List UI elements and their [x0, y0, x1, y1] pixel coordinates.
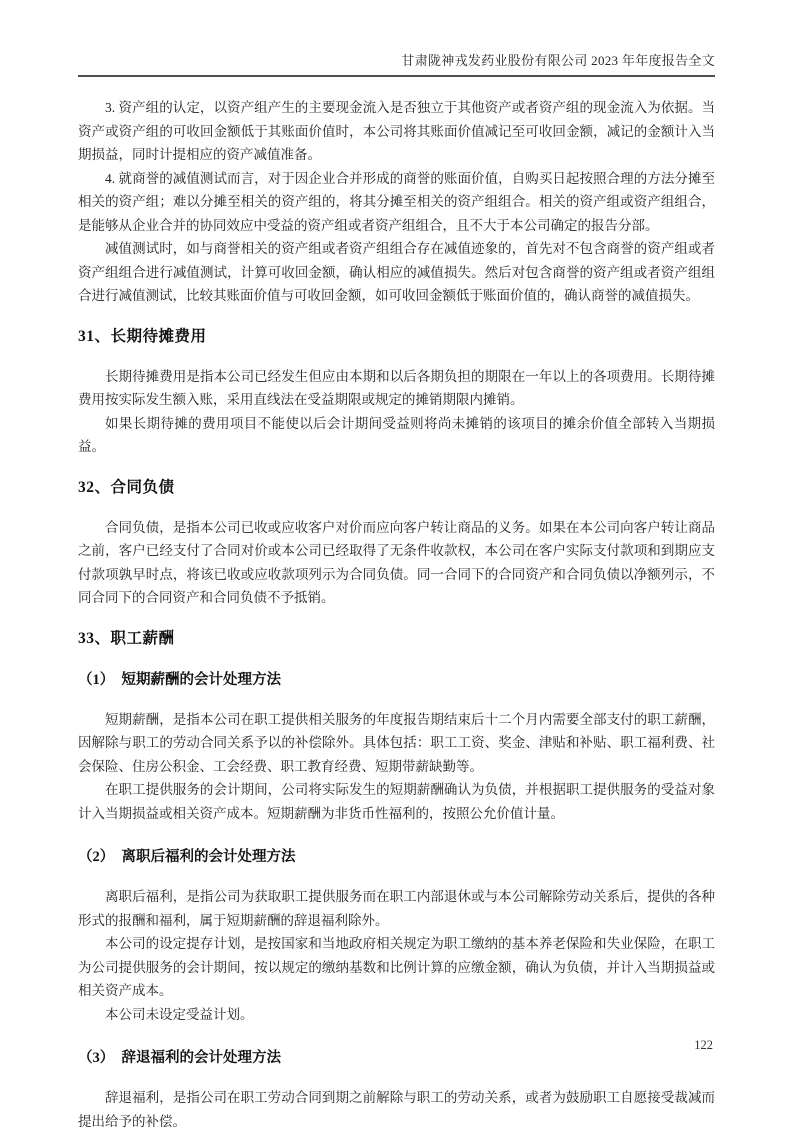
subsection-heading-2-post-employment-benefits: （2） 离职后福利的会计处理方法 — [78, 849, 296, 865]
section-heading-33-employee-compensation: 33、职工薪酬 — [78, 629, 175, 647]
paragraph-short-term-compensation-definition: 短期薪酬，是指本公司在职工提供相关服务的年度报告期结束后十二个月内需要全部支付的职工薪酬，因解除与职工的劳动合同关系予以的补偿除外。具体包括：职工工资、奖金、津贴和补贴、职工福利费、社会保险、住房公积金、工会经费、职工教育经费、短期带薪缺勤等。 — [78, 711, 715, 774]
paragraph-termination-benefits-definition: 辞退福利，是指公司在职工劳动合同到期之前解除与职工的劳动关系，或者为鼓励职工自愿接受裁减而提出给予的补偿。 — [78, 1090, 715, 1129]
paragraph-goodwill-impairment-allocation: 4. 就商誉的减值测试而言，对于因企业合并形成的商誉的账面价值，自购买日起按照合理的方法分摊至相关的资产组；难以分摊至相关的资产组的，将其分摊至相关的资产组组合。相关的资产组或资产组组合，是能够从企业合并的协同效应中受益的资产组或者资产组组合，且不大于本公司确定的报告分部。 — [78, 170, 715, 233]
paragraph-asset-group-recognition: 3. 资产组的认定，以资产组产生的主要现金流入是否独立于其他资产或者资产组的现金流入为依据。当资产或资产组的可收回金额低于其账面价值时，本公司将其账面价值减记至可收回金额，减记的金额计入当期损益，同时计提相应的资产减值准备。 — [78, 100, 715, 162]
paragraph-impairment-testing: 减值测试时，如与商誉相关的资产组或者资产组组合存在减值迹象的，首先对不包含商誉的资产组或者资产组组合进行减值测试，计算可收回金额，确认相应的减值损失。然后对包含商誉的资产组或者资产组组合进行减值测试，比较其账面价值与可收回金额，如可收回金额低于账面价值的，确认商誉的减值损失。 — [78, 241, 715, 303]
document-body — [78, 77, 715, 1133]
paragraph-deferred-expenses-transfer: 如果长期待摊的费用项目不能使以后会计期间受益则将尚未摊销的该项目的摊余价值全部转入当期损益。 — [78, 415, 715, 454]
section-heading-32-contract-liabilities: 32、合同负债 — [78, 478, 175, 496]
paragraph-deferred-expenses-definition: 长期待摊费用是指本公司已经发生但应由本期和以后各期负担的期限在一年以上的各项费用。长期待摊费用按实际发生额入账，采用直线法在受益期限或规定的摊销期限内摊销。 — [78, 368, 715, 407]
subsection-heading-3-termination-benefits: （3） 辞退福利的会计处理方法 — [78, 1050, 281, 1066]
paragraph-short-term-compensation-accounting: 在职工提供服务的会计期间，公司将实际发生的短期薪酬确认为负债，并根据职工提供服务的受益对象计入当期损益或相关资产成本。短期薪酬为非货币性福利的，按照公允价值计量。 — [78, 782, 715, 821]
section-heading-31-long-term-deferred-expenses: 31、长期待摊费用 — [78, 327, 207, 345]
paragraph-defined-contribution-plan: 本公司的设定提存计划，是按国家和当地政府相关规定为职工缴纳的基本养老保险和失业保险，在职工为公司提供服务的会计期间，按以规定的缴纳基数和比例计算的应缴金额，确认为负债，并计入当期损益或相关资产成本。 — [78, 936, 715, 998]
subsection-heading-1-short-term-compensation: （1） 短期薪酬的会计处理方法 — [78, 671, 281, 688]
header-title: 甘肃陇神戎发药业股份有限公司 2023 年年度报告全文 — [401, 53, 715, 68]
page-number: 122 — [694, 1038, 713, 1052]
paragraph-no-defined-benefit-plan: 本公司未设定受益计划。 — [105, 1006, 254, 1022]
paragraph-post-employment-definition: 离职后福利，是指公司为获取职工提供服务而在职工内部退休或与本公司解除劳动关系后，提供的各种形式的报酬和福利，属于短期薪酬的辞退福利除外。 — [78, 889, 715, 928]
page-header — [78, 50, 715, 77]
paragraph-contract-liabilities-definition: 合同负债，是指本公司已收或应收客户对价而应向客户转让商品的义务。如果在本公司向客户转让商品之前，客户已经支付了合同对价或本公司已经取得了无条件收款权，本公司在客户实际支付款项和到期应支付款项孰早时点，将该已收或应收款项列示为合同负债。同一合同下的合同资产和合同负债以净额列示，不同合同下的合同资产和合同负债不予抵销。 — [78, 519, 715, 605]
